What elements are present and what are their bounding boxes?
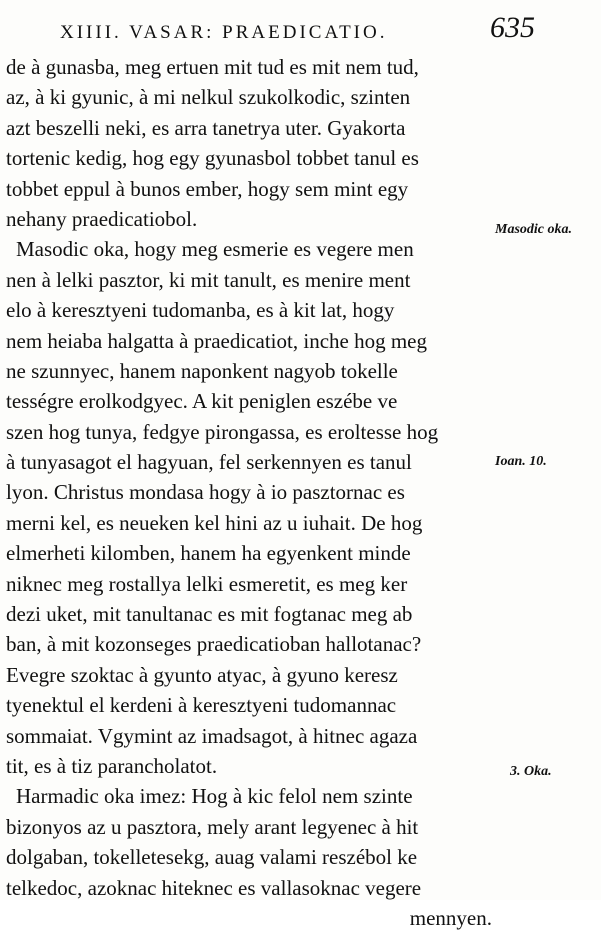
text-line: Harmadic oka imez: Hog à kic felol nem szinte bbox=[16, 784, 413, 809]
text-line: niknec meg rostallya lelki esmeretit, es meg ker bbox=[6, 571, 408, 596]
text-line: nehany praedicatiobol. bbox=[6, 206, 198, 231]
running-title: XIIII. VASAR: PRAEDICATIO. bbox=[60, 22, 388, 43]
text-line: elmerheti kilomben, hanem ha egyenkent minde bbox=[6, 541, 411, 566]
text-line: tortenic kedig, hog egy gyunasbol tobbet tanul es bbox=[6, 146, 419, 171]
marginal-note: Masodic oka. bbox=[495, 222, 572, 237]
text-line: de à gunasba, meg ertuen mit tud es mit nem tud, bbox=[6, 55, 419, 79]
text-line: szen hog tunya, fedgye pirongassa, es eroltesse hog bbox=[6, 419, 439, 444]
text-line: telkedoc, azoknac hiteknec es vallasoknac vegere bbox=[6, 875, 422, 900]
body-text bbox=[6, 52, 492, 933]
text-line: tyenektul el kerdeni à keresztyeni tudomannac bbox=[6, 693, 397, 718]
text-line: dolgaban, tokelletesekg, auag valami reszébol ke bbox=[6, 845, 418, 870]
text-line: ne szunnyec, hanem naponkent nagyob tokelle bbox=[6, 358, 398, 383]
text-line: Masodic oka, hogy meg esmerie es vegere men bbox=[16, 237, 414, 262]
marginal-note: 3. Oka. bbox=[510, 764, 552, 779]
text-line: tobbet eppul à bunos ember, hogy sem mint egy bbox=[6, 176, 409, 201]
text-line: bizonyos az u pasztora, mely arant legyenec à hit bbox=[6, 814, 419, 839]
text-line: tit, es à tiz parancholatot. bbox=[6, 753, 218, 778]
text-line: dezi uket, mit tanultanac es mit fogtanac meg ab bbox=[6, 602, 413, 627]
text-line: sommaiat. Vgymint az imadsagot, à hitnec agaza bbox=[6, 723, 418, 748]
marginal-note: Ioan. 10. bbox=[495, 454, 547, 469]
text-line: ban, à mit kozonseges praedicatioban hallotanac? bbox=[6, 632, 422, 657]
text-line: merni kel, es neueken kel hini az u iuhait. De hog bbox=[6, 510, 423, 535]
text-line: azt beszelli neki, es arra tanetrya uter. Gyakorta bbox=[6, 115, 406, 140]
text-line: lyon. Christus mondasa hogy à io pasztornac es bbox=[6, 480, 405, 505]
text-line: elo à keresztyeni tudomanba, es à kit lat, hogy bbox=[6, 298, 395, 323]
text-line: mennyen. bbox=[409, 905, 492, 930]
text-line: az, à ki gyunic, à mi nelkul szukolkodic, szinten bbox=[6, 85, 411, 110]
text-line: nen à lelki pasztor, ki mit tanult, es menire ment bbox=[6, 267, 411, 292]
text-line: à tunyasagot el hagyuan, fel serkennyen es tanul bbox=[6, 450, 412, 475]
text-line: nem heiaba halgatta à praedicatiot, inche hog meg bbox=[6, 328, 427, 353]
page-number: 635 bbox=[490, 11, 535, 44]
text-line: tességre erolkodgyec. A kit peniglen eszébe ve bbox=[6, 389, 398, 414]
text-line: Evegre szoktac à gyunto atyac, à gyuno keresz bbox=[6, 662, 398, 687]
